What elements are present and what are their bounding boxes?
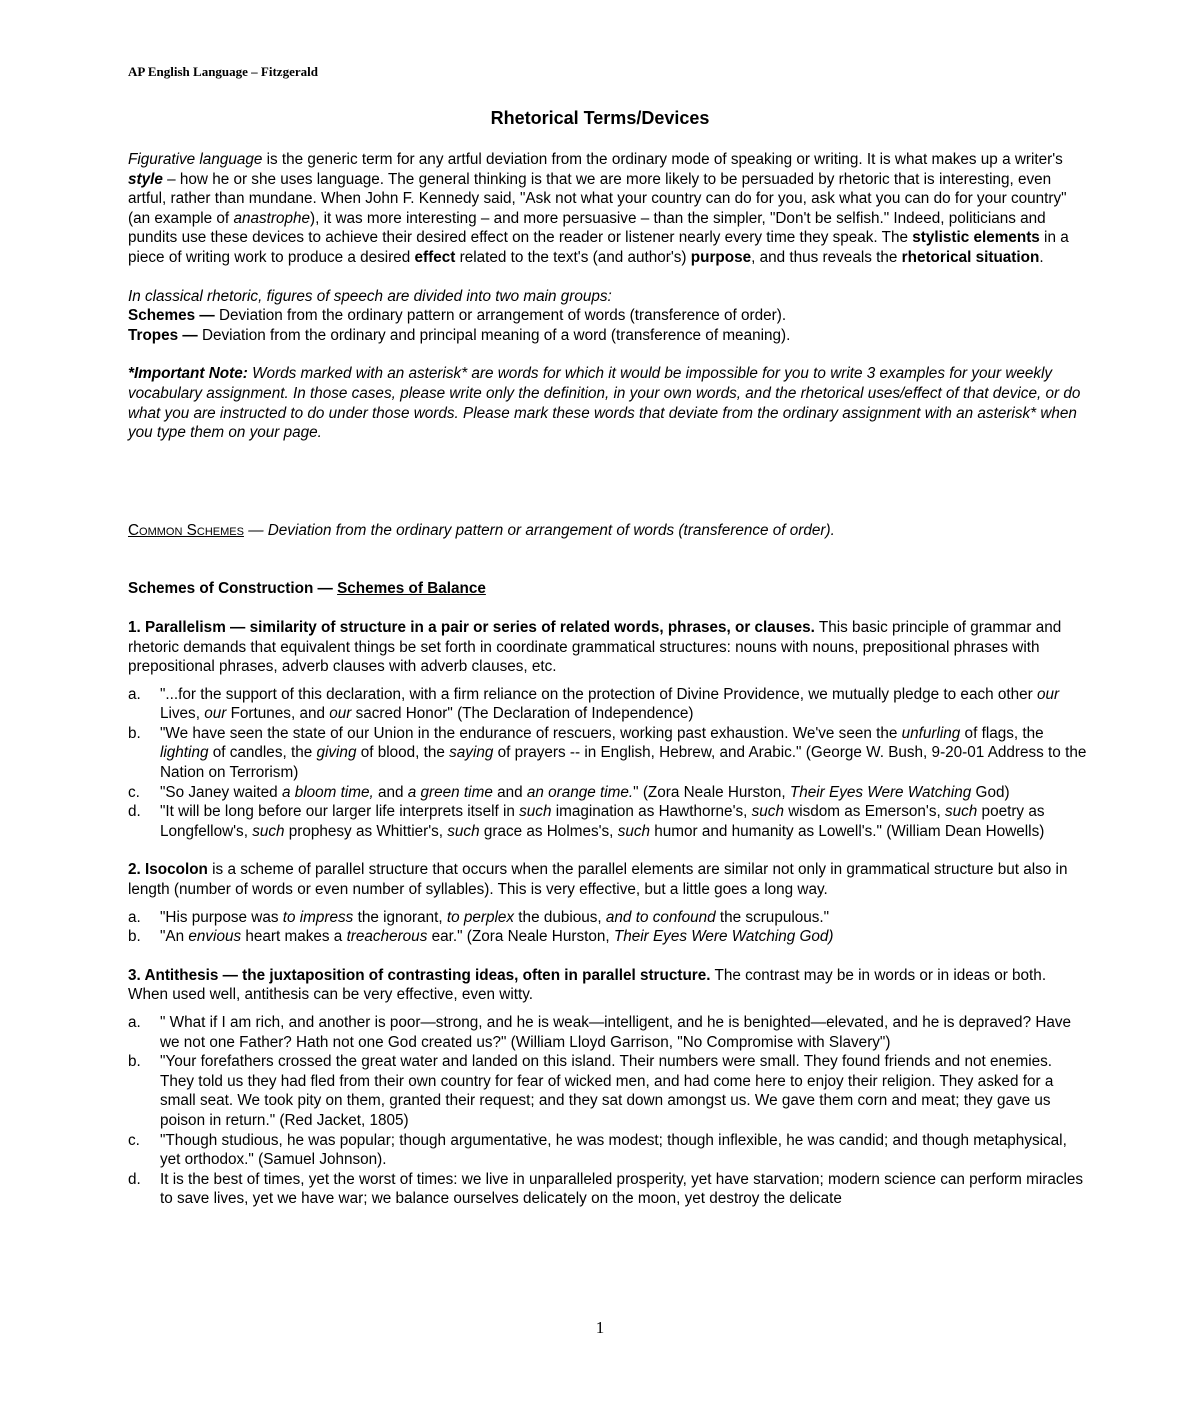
term-title: 2. Isocolon <box>128 861 208 879</box>
document-body <box>128 150 1088 1209</box>
example-marker: a. <box>128 908 141 926</box>
example-item <box>128 1170 1088 1209</box>
intro-text: effect <box>414 248 456 266</box>
example-marker: c. <box>128 1131 140 1149</box>
term-title: 1. Parallelism — similarity of structure in a pair or series of related words, phrases, or clauses. <box>128 618 815 636</box>
example-text: "An <box>160 928 189 946</box>
example-text: sacred Honor" (The Declaration of Independence) <box>351 705 694 723</box>
example-text: such <box>617 822 650 840</box>
example-text: It is the best of times, yet the worst of times: we live in unparalleled prosperity, yet have starvation; modern science can perform miracles to save lives, yet we have war; we balance ourselves delicately on the moon, yet destroy the delicate <box>160 1170 1084 1208</box>
example-item <box>128 802 1088 841</box>
example-text: of blood, the <box>356 744 450 762</box>
example-text: " What if I am rich, and another is poor—strong, and he is weak—intelligent, and he is benighted—elevated, and he is depraved? Have we not one Father? Hath not one God created us?" (William Lloyd Garrison, "No Compromise with Slavery") <box>160 1014 1072 1051</box>
example-text: of prayers -- in English, Hebrew, and Arabic." (George W. Bush, 9-20-01 Address to the Nation on Terrorism) <box>160 744 1087 782</box>
example-text: "It will be long before our larger life interprets itself in <box>160 803 520 821</box>
intro-text: rhetorical situation <box>901 248 1040 266</box>
example-text: heart makes a <box>241 928 347 946</box>
term-description: This basic principle of grammar and rhetoric demands that equivalent things be set forth in coordinate grammatical structures: nouns with nouns, prepositional phrases with prepositional phrases, adverb clauses with adverb clauses, etc. <box>128 618 1062 676</box>
example-text: a bloom time, <box>281 783 374 801</box>
example-text: Their Eyes Were Watching <box>789 783 972 801</box>
example-text: Lives, <box>160 705 205 723</box>
tropes-label: Tropes — <box>128 326 198 344</box>
subheading-part: Schemes of Construction — <box>128 580 338 598</box>
example-text: wisdom as Emerson's, <box>783 803 945 821</box>
example-marker: a. <box>128 685 141 703</box>
example-text: Fortunes, and <box>226 705 330 723</box>
tropes-definition <box>128 326 1088 346</box>
example-text: humor and humanity as Lowell's." (William Dean Howells) <box>650 822 1045 840</box>
example-text: such <box>447 822 480 840</box>
intro-text: , and thus reveals the <box>751 248 902 266</box>
example-item <box>128 908 1088 928</box>
example-text: the ignorant, <box>353 908 447 926</box>
document-header: AP English Language – Fitzgerald <box>128 64 318 79</box>
example-item <box>128 1013 1088 1052</box>
example-list <box>128 1013 1088 1209</box>
intro-text: stylistic elements <box>912 229 1040 247</box>
example-item <box>128 927 1088 947</box>
term-description: The contrast may be in words or in ideas or both. When used well, antithesis can be very effective, even witty. <box>128 966 1047 1004</box>
common-schemes-label: Common Schemes <box>128 521 244 539</box>
schemes-text: Deviation from the ordinary pattern or arrangement of words (transference of order). <box>214 307 787 325</box>
page-number: 1 <box>595 1318 605 1337</box>
example-text: giving <box>316 744 357 762</box>
example-marker: b. <box>128 724 141 742</box>
example-marker: b. <box>128 1053 141 1071</box>
example-marker: d. <box>128 803 141 821</box>
example-text: an orange time. <box>526 783 634 801</box>
example-item <box>128 1131 1088 1170</box>
example-text: grace as Holmes's, <box>479 822 618 840</box>
example-text: and to confound <box>605 908 716 926</box>
term-definition <box>128 966 1088 1005</box>
example-text: "...for the support of this declaration, with a firm reliance on the protection of Divine Providence, we mutually pledge to each other <box>160 685 1037 703</box>
note-text: Words marked with an asterisk* are words for which it would be impossible for you to write 3 examples for your weekly vocabulary assignment. In those cases, please write only the definition, in your own words, and the rhetorical uses/effect of that device, or do what you are instructed to do under those words. Please mark these words that deviate from the ordinary assignment with an asterisk* when you type them on your page. <box>128 365 1081 442</box>
note-label: *Important Note: <box>128 365 248 383</box>
example-text: to perplex <box>446 908 515 926</box>
example-item <box>128 724 1088 783</box>
term-definition <box>128 860 1088 899</box>
example-marker: b. <box>128 928 141 946</box>
example-text: unfurling <box>901 724 961 742</box>
example-text: of candles, the <box>208 744 317 762</box>
example-marker: d. <box>128 1170 141 1188</box>
example-text: saying <box>449 744 494 762</box>
example-text: of flags, the <box>960 724 1044 742</box>
term-description: is a scheme of parallel structure that occurs when the parallel elements are similar not only in grammatical structure but also in length (number of words or even number of syllables). This is very effective, but a little goes a long way. <box>128 861 1068 899</box>
example-text: the scrupulous." <box>715 908 830 926</box>
example-text: such <box>945 803 978 821</box>
intro-text: . <box>1039 248 1044 266</box>
example-text: "Your forefathers crossed the great water and landed on this island. Their numbers were small. They found friends and not enemies. They told us they had fled from their own country for fear of wicked men, and had come here to enjoy their religion. They asked for a small seat. We took pity on them, granted their request; and they sat down amongst us. We gave them corn and meat; they gave us poison in return." (Red Jacket, 1805) <box>160 1053 1054 1129</box>
intro-text: – how he or she uses language. The general thinking is that we are more likely to be persuaded by rhetoric that is interesting, even artful, rather than mundane. When John F. Kennedy said, "Ask not what your country can do for you, ask what you can do for your country" (an example of <box>128 170 1067 227</box>
example-text: such <box>751 803 784 821</box>
example-text: poetry as Longfellow's, <box>160 803 1045 840</box>
example-text: "We have seen the state of our Union in the endurance of rescuers, working past exhaustion. We've seen the <box>160 724 902 742</box>
example-text: treacherous <box>346 928 428 946</box>
intro-text: style <box>128 170 163 188</box>
example-text: envious <box>188 928 242 946</box>
example-marker: c. <box>128 783 140 801</box>
example-text: the dubious, <box>514 908 606 926</box>
important-note <box>128 364 1088 442</box>
example-text: prophesy as Whittier's, <box>284 822 448 840</box>
example-text: our <box>329 705 352 723</box>
term-parallelism <box>128 618 1088 842</box>
example-text: " (Zora Neale Hurston, <box>633 783 790 801</box>
term-isocolon <box>128 860 1088 946</box>
example-text: our <box>1036 685 1060 703</box>
example-text: Their Eyes Were Watching God) <box>613 928 834 946</box>
term-title: 3. Antithesis — the juxtaposition of contrasting ideas, often in parallel structure. <box>128 966 711 984</box>
example-item <box>128 1052 1088 1130</box>
page-title: Rhetorical Terms/Devices <box>490 108 710 128</box>
example-list <box>128 685 1088 842</box>
example-list <box>128 908 1088 947</box>
example-text: lighting <box>160 744 209 762</box>
term-definition <box>128 618 1088 677</box>
example-text: God) <box>971 783 1010 801</box>
term-antithesis <box>128 966 1088 1209</box>
example-marker: a. <box>128 1014 141 1031</box>
example-item <box>128 685 1088 724</box>
intro-text: related to the text's (and author's) <box>455 248 691 266</box>
example-item <box>128 783 1088 803</box>
example-text: a green time <box>407 783 493 801</box>
example-text: such <box>519 803 552 821</box>
example-text: ear." (Zora Neale Hurston, <box>427 928 614 946</box>
intro-text: ), it was more interesting – and more persuasive – than the simpler, "Don't be selfish." Indeed, politicians and pundits use these devices to achieve their desired effect on the reader or listener nearly every time they speak. The <box>128 209 1046 247</box>
intro-text: purpose <box>690 248 752 266</box>
example-text: "So Janey waited <box>160 783 282 801</box>
intro-text: anastrophe <box>233 209 310 227</box>
intro-text: is the generic term for any artful deviation from the ordinary mode of speaking or writing. It is what makes up a writer's <box>262 151 1063 168</box>
example-text: and <box>492 783 527 801</box>
tropes-text: Deviation from the ordinary and principal meaning of a word (transference of meaning). <box>197 326 791 344</box>
intro-text: in a piece of writing work to produce a desired <box>128 229 1069 266</box>
example-text: to impress <box>282 908 354 926</box>
subheading-part: Schemes of Balance <box>337 580 486 598</box>
common-schemes-text: — Deviation from the ordinary pattern or arrangement of words (transference of order). <box>243 521 835 539</box>
intro-paragraph <box>128 150 1088 268</box>
example-text: such <box>252 822 285 840</box>
schemes-label: Schemes — <box>128 307 215 325</box>
schemes-definition <box>128 306 1088 326</box>
subheading <box>128 579 1088 599</box>
example-text: and <box>373 783 408 801</box>
intro-text: Figurative language <box>128 151 263 168</box>
example-text: "His purpose was <box>160 908 283 926</box>
groups-intro: In classical rhetoric, figures of speech are divided into two main groups: <box>128 287 612 305</box>
common-schemes-heading <box>128 521 1088 541</box>
example-text: our <box>204 705 227 723</box>
example-text: imagination as Hawthorne's, <box>551 803 752 821</box>
example-text: "Though studious, he was popular; though argumentative, he was modest; though inflexible, he was candid; and though metaphysical, yet orthodox." (Samuel Johnson). <box>160 1131 1067 1169</box>
